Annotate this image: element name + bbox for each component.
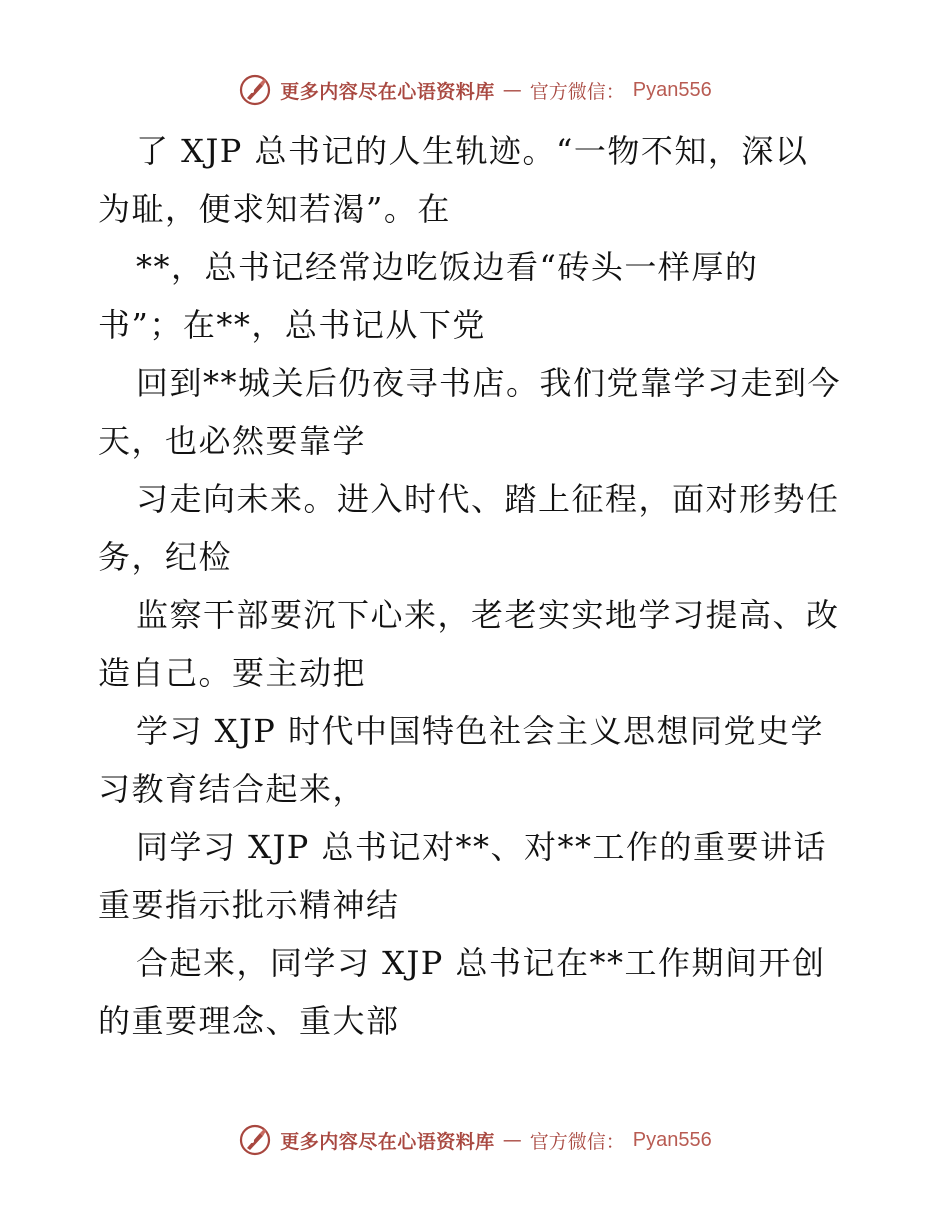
text-line: 造自己。要主动把 (98, 654, 367, 692)
banner-label: 官方微信： (529, 80, 625, 103)
text-line: 习走向未来。进入时代、踏上征程，面对形势任 (136, 480, 840, 518)
text-line: 为耻，便求知若渴”。在 (98, 190, 451, 228)
pen-logo-icon (238, 73, 272, 107)
text-line: 了 XJP 总书记的人生轨迹。“一物不知，深以 (136, 132, 809, 170)
banner-main-text: 更多内容尽在心语资料库 (280, 1130, 495, 1153)
text-line: 学习 XJP 时代中国特色社会主义思想同党史学 (136, 712, 824, 750)
text-line: 务，纪检 (98, 538, 233, 576)
text-line: 合起来，同学习 XJP 总书记在**工作期间开创 (136, 944, 826, 982)
text-line: 书”；在**，总书记从下党 (98, 306, 486, 344)
banner-dash: — (502, 1129, 522, 1151)
text-line: 的重要理念、重大部 (98, 1002, 400, 1040)
text-line: **，总书记经常边吃饭边看“砖头一样厚的 (136, 248, 759, 286)
banner-dash: — (502, 79, 522, 101)
header-banner (0, 70, 950, 110)
footer-banner (0, 1120, 950, 1160)
banner-wechat-id: Pyan556 (632, 78, 712, 101)
text-line: 天，也必然要靠学 (98, 422, 367, 460)
pen-logo-icon (238, 1123, 272, 1157)
text-line: 重要指示批示精神结 (98, 886, 400, 924)
banner-main-text: 更多内容尽在心语资料库 (280, 80, 495, 103)
text-line: 回到**城关后仍夜寻书店。我们党靠学习走到今 (136, 364, 842, 402)
text-line: 同学习 XJP 总书记对**、对**工作的重要讲话 (136, 828, 827, 866)
text-line: 监察干部要沉下心来，老老实实地学习提高、改 (136, 596, 840, 634)
banner-wechat-id: Pyan556 (632, 1128, 712, 1151)
text-line: 习教育结合起来， (98, 770, 367, 808)
banner-label: 官方微信： (529, 1130, 625, 1153)
document-body (98, 122, 868, 1050)
